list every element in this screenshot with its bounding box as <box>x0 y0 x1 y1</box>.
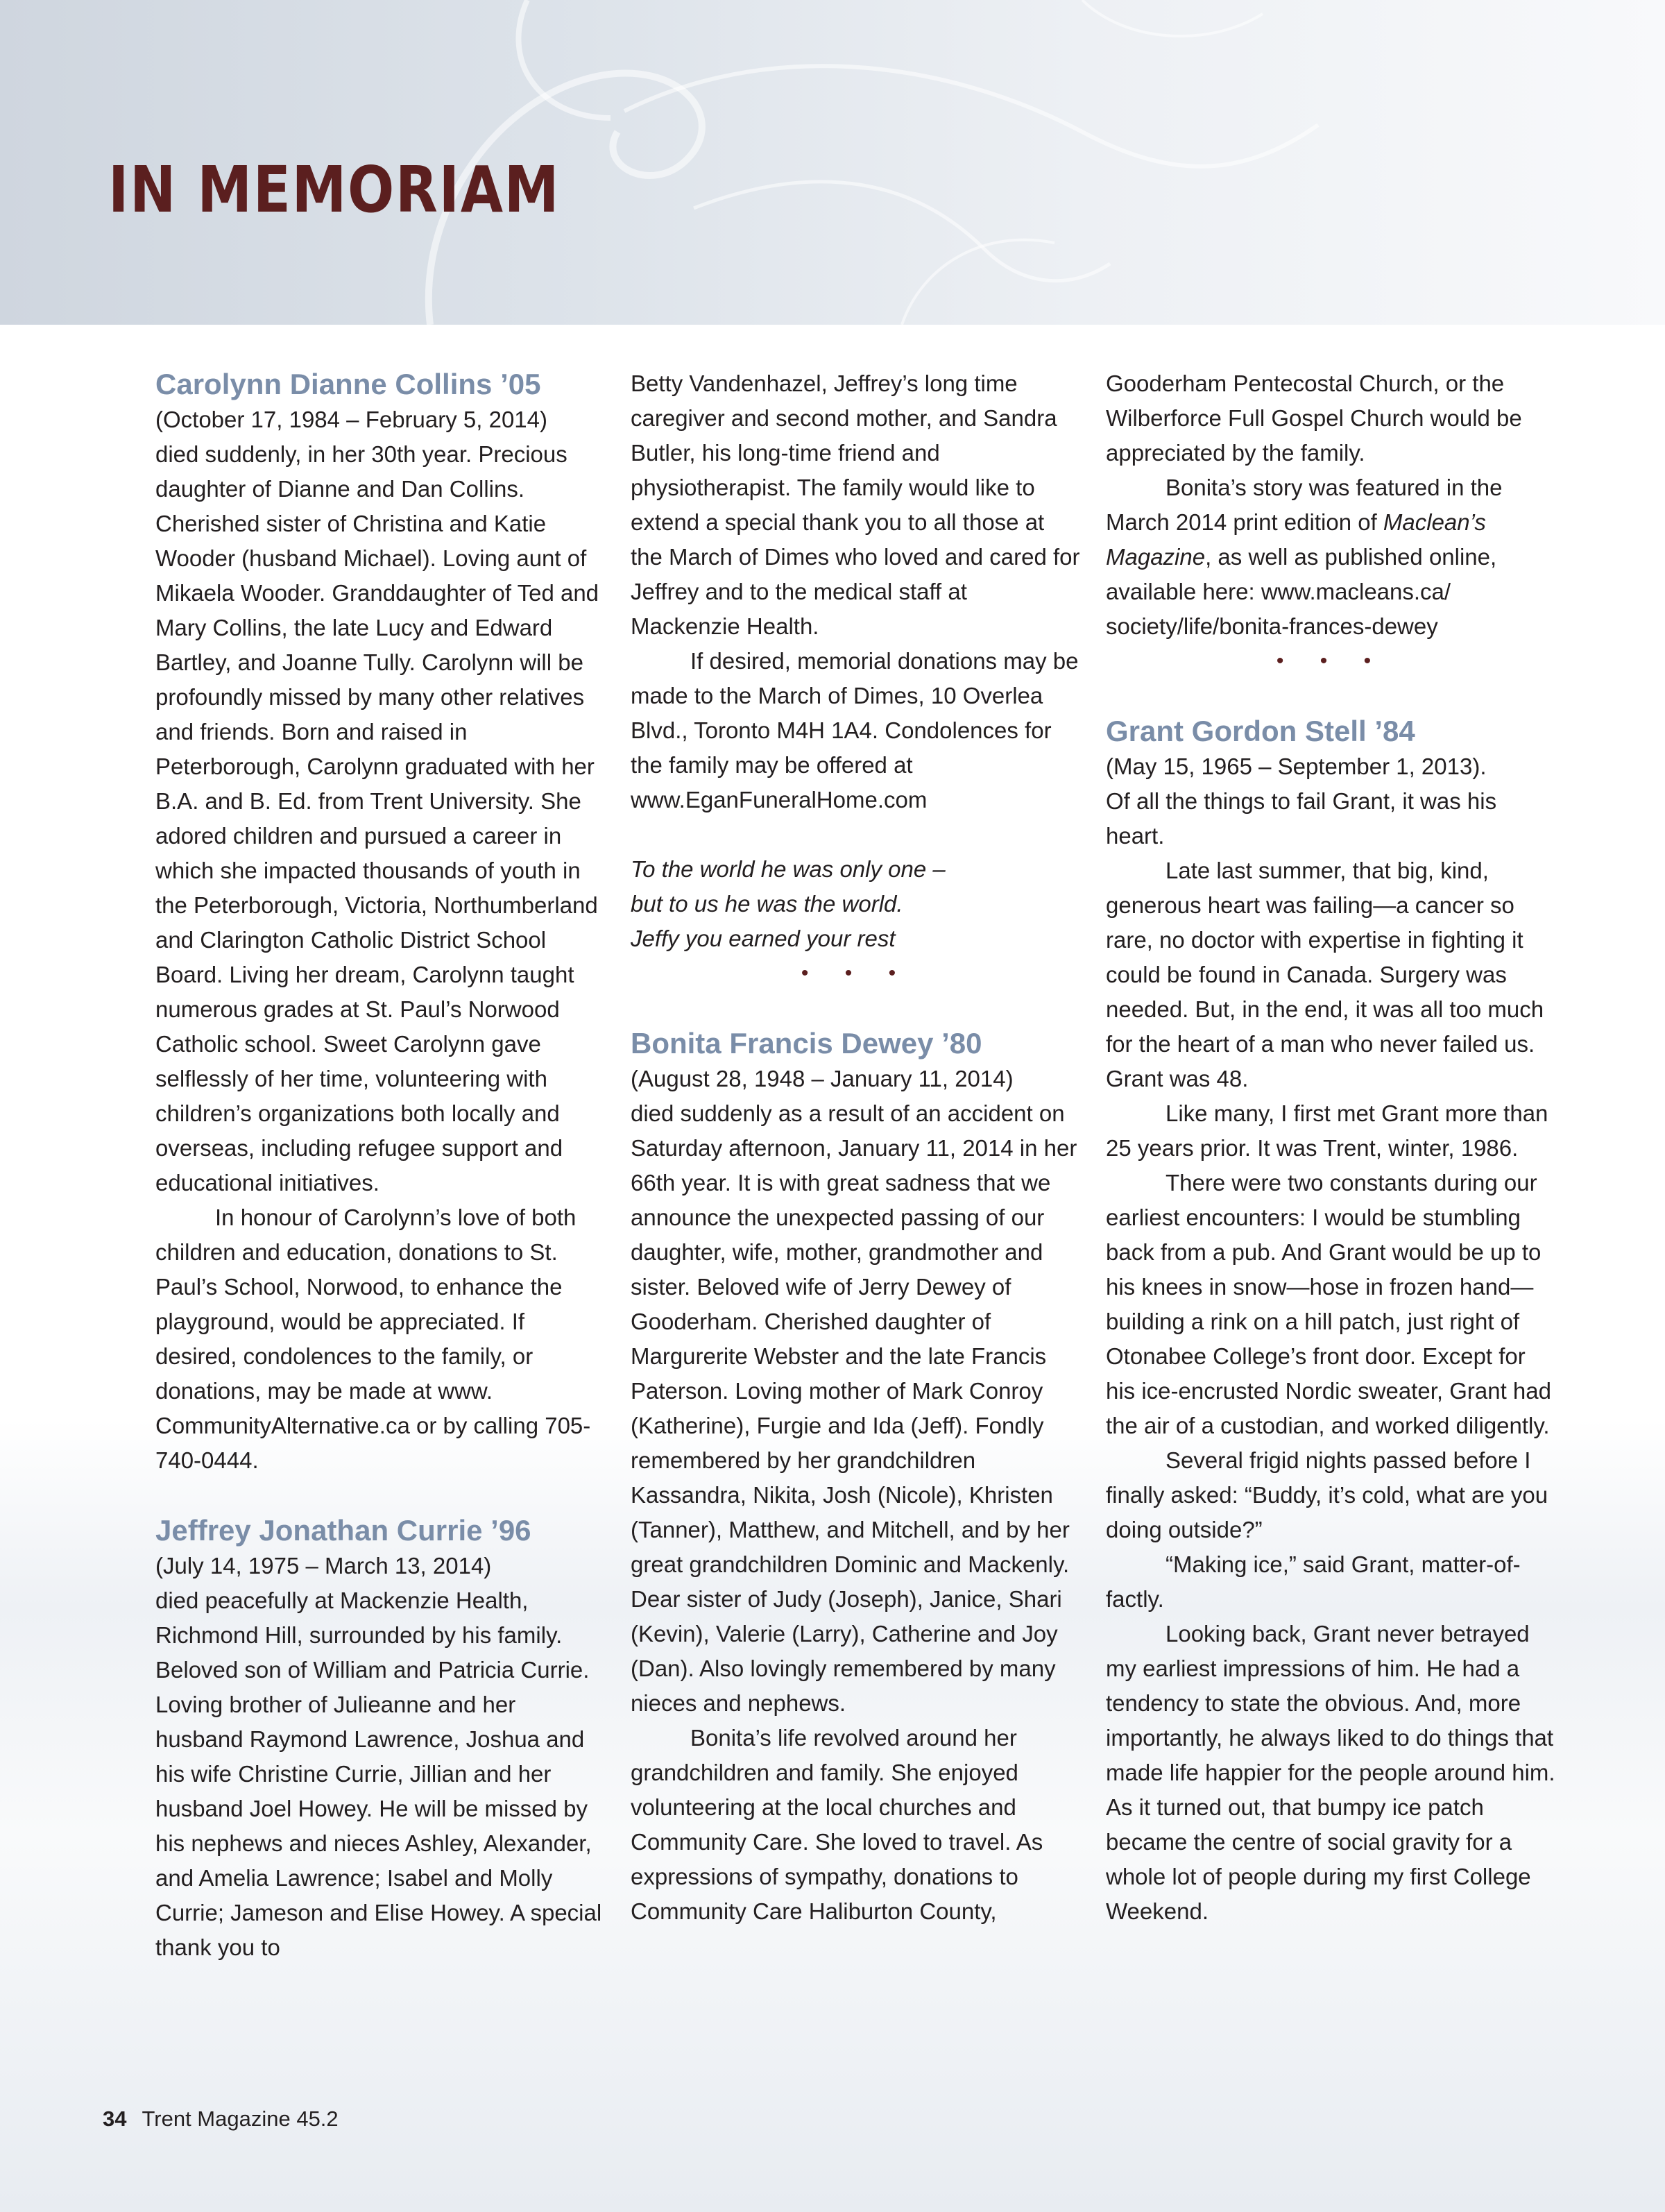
publication-name: Trent Magazine 45.2 <box>142 2107 339 2131</box>
entry-name-dewey: Bonita Francis Dewey ’80 <box>631 1027 982 1060</box>
obituary-paragraph: If desired, memorial donations may be made to the March of Dimes, 10 Overlea Blvd., Toronto M4H 1A4. Condolences for the family may be offered at www.EganFuneralHome.com <box>631 648 1079 813</box>
entry-dates-stell: (May 15, 1965 – September 1, 2013). <box>1106 754 1487 779</box>
section-divider: • • • <box>1276 649 1387 672</box>
obituary-paragraph: died suddenly as a result of an accident on Saturday afternoon, January 11, 2014 in her 66th year. It is with great sadness that we announce the unexpected passing of our daughter, wife, mother, grandmother and sister. Beloved wife of Jerry Dewey of Gooderham. Cherished daughter of Margurerite Webster and the late Francis Paterson. Loving mother of Mark Conroy (Katherine), Furgie and Ida (Jeff). Fondly remembered by her grandchildren Kassandra, Nikita, Josh (Nicole), Khristen (Tanner), Matthew, and Mitchell, and by her great grandchildren Dominic and Mackenly. Dear sister of Judy (Joseph), Janice, Shari (Kevin), Valerie (Larry), Catherine and Joy (Dan). Also lovingly remembered by many nieces and nephews. <box>631 1100 1077 1716</box>
entry-dates-dewey: (August 28, 1948 – January 11, 2014) <box>631 1066 1014 1091</box>
obituary-paragraph: died suddenly, in her 30th year. Precious daughter of Dianne and Dan Collins. Cherished sister of Christina and Katie Wooder (husband Michael). Loving aunt of Mikaela Wooder. Granddaughter of Ted and Mary Collins, the late Lucy and Edward Bartley, and Joanne Tully. Carolynn will be profoundly missed by many other relatives and friends. Born and raised in Peterborough, Carolynn graduated with her B.A. and B. Ed. from Trent University. She adored children and pursued a career in which she impacted thousands of youth in the Peterborough, Victoria, Northumberland and Clarington Catholic District School Board. Living her dream, Carolynn taught numerous grades at St. Paul’s Norwood Catholic school. Sweet Carolynn gave selflessly of her time, volunteering with children’s organizations both locally and overseas, including refugee support and educational initiatives. <box>155 441 599 1196</box>
entry-name-stell: Grant Gordon Stell ’84 <box>1106 715 1415 747</box>
header-band <box>0 0 1665 325</box>
section-divider: • • • <box>801 962 912 985</box>
article-columns <box>155 366 1557 2018</box>
poem-line: but to us he was the world. <box>631 891 903 917</box>
entry-dates-collins: (October 17, 1984 – February 5, 2014) <box>155 407 547 432</box>
paragraph-text: , as well as published online, available here: www.macleans.ca/ society/life/bonita-frances-dewey <box>1106 544 1497 639</box>
obituary-paragraph: In honour of Carolynn’s love of both children and education, donations to St. Paul’s School, Norwood, to enhance the playground, would be appreciated. If desired, condolences to the family, or donations, may be made at www. CommunityAlternative.ca or by calling 705-740-0444. <box>155 1205 591 1473</box>
obituary-paragraph: Looking back, Grant never betrayed my earliest impressions of him. He had a tendency to state the obvious. And, more importantly, he always liked to do things that made life happier for the people around him. As it turned out, that bumpy ice patch became the centre of social gravity for a whole lot of people during my first College Weekend. <box>1106 1621 1555 1924</box>
poem-line: Jeffy you earned your rest <box>631 926 896 951</box>
obituary-paragraph: “Making ice,” said Grant, matter-of-factly. <box>1106 1551 1521 1612</box>
page-title: IN MEMORIAM <box>108 153 561 227</box>
obituary-paragraph: died peacefully at Mackenzie Health, Richmond Hill, surrounded by his family. Beloved son of William and Patricia Currie. Loving brother of Julieanne and her husband Raymond Lawrence, Joshua and his wife Christine Currie, Jillian and her husband Joel Howey. He will be missed by his nephews and nieces Ashley, Alexander, and Amelia Lawrence; Isabel and Molly Currie; Jameson and Elise Howey. A special thank you to <box>155 1588 602 1960</box>
column-1 <box>155 366 606 2018</box>
obituary-paragraph: Late last summer, that big, kind, generous heart was failing—a cancer so rare, no doctor with expertise in fighting it could be found in Canada. Surgery was needed. But, in the end, it was all too much for the heart of a man who never failed us. Grant was 48. <box>1106 858 1544 1091</box>
obituary-paragraph: Bonita’s life revolved around her grandchildren and family. She enjoyed volunteering at the local churches and Community Care. She loved to travel. As expressions of sympathy, donations to Community Care Haliburton County, <box>631 1725 1043 1924</box>
obituary-paragraph: Like many, I first met Grant more than 25 years prior. It was Trent, winter, 1986. <box>1106 1100 1548 1161</box>
entry-dates-currie: (July 14, 1975 – March 13, 2014) <box>155 1553 492 1579</box>
magazine-title: Maclean’s Magazine <box>1106 509 1486 570</box>
page-footer <box>103 2107 339 2132</box>
column-3 <box>1106 366 1557 2018</box>
entry-name-currie: Jeffrey Jonathan Currie ’96 <box>155 1514 531 1547</box>
obituary-paragraph: There were two constants during our earliest encounters: I would be stumbling back from a pub. And Grant would be up to his knees in snow—hose in frozen hand—building a rink on a hill patch, just right of Otonabee College’s front door. Except for his ice-encrusted Nordic sweater, Grant had the air of a custodian, and worked diligently. <box>1106 1170 1551 1438</box>
obituary-paragraph <box>1106 470 1557 644</box>
poem-line: To the world he was only one – <box>631 856 946 882</box>
page-number: 34 <box>103 2107 127 2131</box>
obituary-paragraph: Gooderham Pentecostal Church, or the Wilberforce Full Gospel Church would be appreciated by the family. <box>1106 371 1522 466</box>
column-2 <box>631 366 1082 2018</box>
obituary-paragraph: Several frigid nights passed before I finally asked: “Buddy, it’s cold, what are you doing outside?” <box>1106 1447 1548 1542</box>
obituary-paragraph: Of all the things to fail Grant, it was his heart. <box>1106 788 1497 849</box>
obituary-paragraph: Betty Vandenhazel, Jeffrey’s long time caregiver and second mother, and Sandra Butler, his long-time friend and physiotherapist. The family would like to extend a special thank you to all those at the March of Dimes who loved and cared for Jeffrey and to the medical staff at Mackenzie Health. <box>631 371 1080 639</box>
entry-name-collins: Carolynn Dianne Collins ’05 <box>155 368 541 400</box>
paragraph-text: Bonita’s story was featured in the March 2014 print edition of <box>1106 475 1503 535</box>
